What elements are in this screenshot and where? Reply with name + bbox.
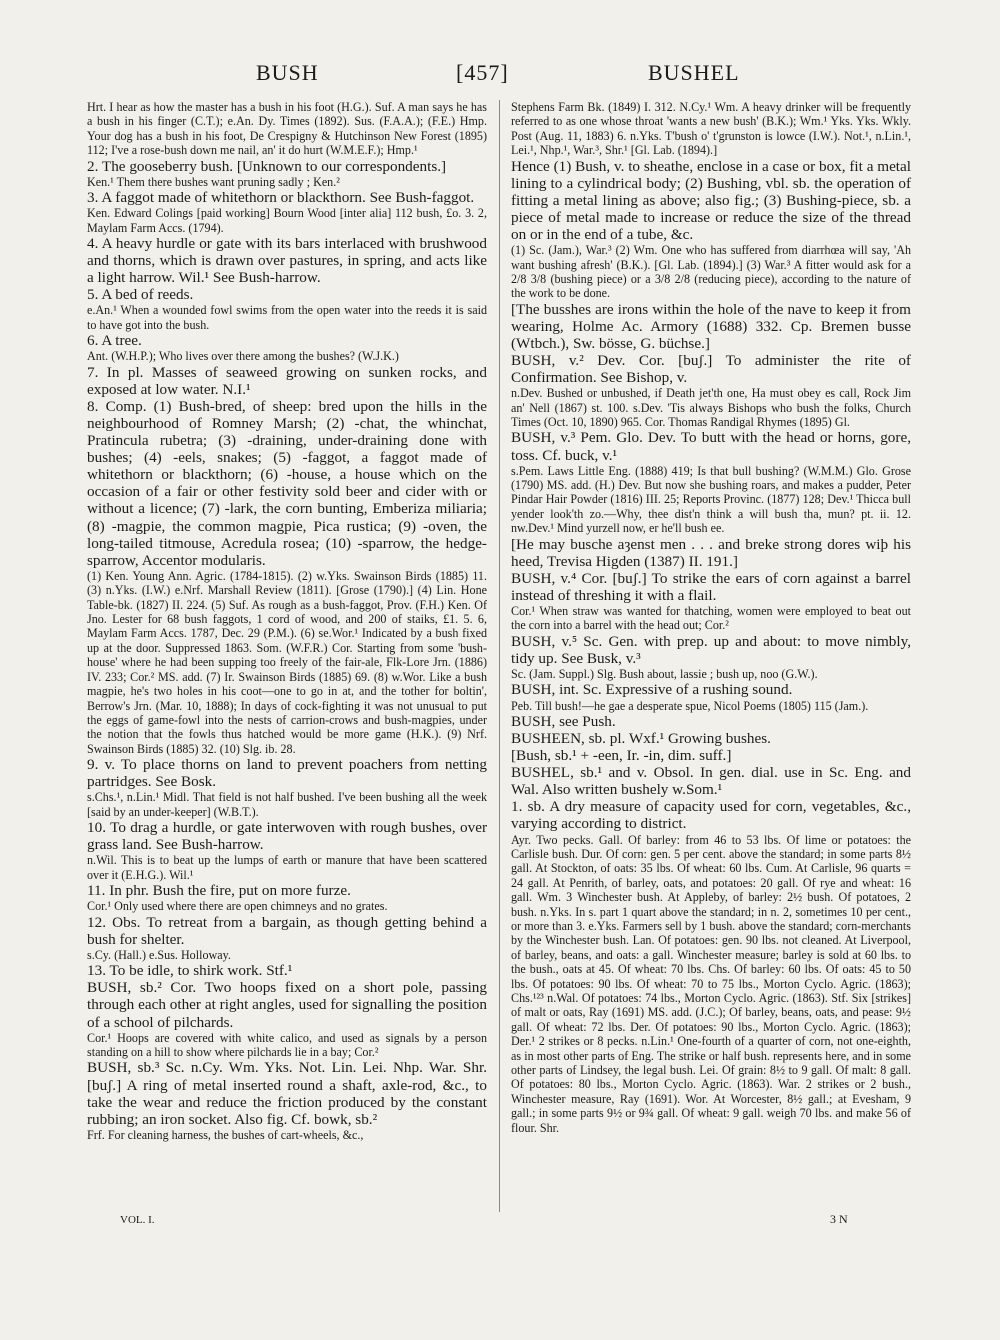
entry-paragraph: 7. In pl. Masses of seaweed growing on sunken rocks, and exposed at low water. N.I.¹ [87,363,487,398]
citation-paragraph: Cor.¹ Only used where there are open chimneys and no grates. [87,899,388,914]
entry-paragraph: [The busshes are irons within the hole of the nave to keep it from wearing, Holme Ac. Armory (1688) 332. Cp. Bremen busse (Wtbch.), Sw. bösse, G. büchse.] [511,300,911,352]
citation-paragraph: Ken. Edward Colings [paid working] Bourn Wood [inter alia] 112 bush, £o. 3. 2, Maylam Farm Accs. (1794). [87,206,487,235]
volume-mark: VOL. I. [120,1214,155,1226]
running-header [80,60,920,90]
entry-paragraph: BUSH, v.⁴ Cor. [buʃ.] To strike the ears of corn against a barrel instead of threshing it with a flail. [511,569,911,604]
entry-paragraph: 4. A heavy hurdle or gate with its bars interlaced with brushwood and thorns, which is drawn over pastures, in spring, and acts like a light harrow. Wil.¹ See Bush-harrow. [87,235,487,287]
citation-paragraph: Hrt. I hear as how the master has a bush in his foot (H.G.). Suf. A man says he has a bush in his finger (C.T.); e.An. Dy. Times (1892). Sus. (F.A.A.); (F.E.) Hmp. Your dog has a bush in his foot, De Crespigny & Hutchinson New Forest (1895) 112; I've a rose-bush down me nail, an' it do hurt (W.M.E.F.); Hmp.¹ [87,100,487,158]
entry-paragraph: 8. Comp. (1) Bush-bred, of sheep: bred upon the hills in the neighbourhood of Romney Marsh; (2) -chat, the whinchat, Pratincula rubetra; (3) -draining, under-draining done with bushes; (4) -eels, snakes; (5) -faggot, a faggot made of whitethorn or blackthorn; (6) -house, a house which on the occasion of a fair or other festivity sold beer and cider with or without a licence; (7) -lark, the corn bunting, Emberiza miliaria; (8) -magpie, the common magpie, Pica rustica; (9) -oven, the long-tailed titmouse, Acredula rosea; (10) -sparrow, the hedge-sparrow, Accentor modularis. [87,397,487,569]
citation-paragraph: Sc. (Jam. Suppl.) Slg. Bush about, lassie ; bush up, noo (G.W.). [511,667,818,681]
header-right-headword: BUSHEL [648,60,740,85]
entry-paragraph: 5. A bed of reeds. [87,286,194,304]
citation-paragraph: Cor.¹ When straw was wanted for thatching, women were employed to beat out the corn into a barrel with the head out; Cor.² [511,604,911,633]
entry-paragraph: BUSH, v.² Dev. Cor. [buʃ.] To administer the rite of Confirmation. See Bishop, v. [511,352,911,387]
entry-paragraph: BUSH, v.³ Pem. Glo. Dev. To butt with the head or horns, gore, toss. Cf. buck, v.¹ [511,429,911,464]
entry-paragraph: BUSH, sb.³ Sc. n.Cy. Wm. Yks. Not. Lin. Lei. Nhp. War. Shr. [buʃ.] A ring of metal inserted round a shaft, axle-rod, &c., to take the wear and reduce the friction produced by the constant rubbing; an iron socket. Also fig. Cf. bowk, sb.² [87,1059,487,1128]
entry-paragraph: BUSHEEN, sb. pl. Wxf.¹ Growing bushes. [511,730,771,747]
citation-paragraph: s.Chs.¹, n.Lin.¹ Midl. That field is not half bushed. I've been bushing all the week [said by an under-keeper] (W.B.T.). [87,790,487,819]
entry-paragraph: [Bush, sb.¹ + -een, Ir. -in, dim. suff.] [511,747,732,765]
entry-paragraph: 12. Obs. To retreat from a bargain, as though getting behind a bush for shelter. [87,913,487,948]
entry-paragraph: BUSH, see Push. [511,712,616,730]
citation-paragraph: (1) Ken. Young Ann. Agric. (1784-1815). (2) w.Yks. Swainson Birds (1885) 11. (3) n.Yks. (I.W.) e.Nrf. Marshall Review (1811). [Grose (1790).] (4) Lin. Hone Table-bk. (1827) II. 224. (5) Suf. As rough as a bush-faggot, Prov. (F.H.) Ken. Of Jno. Lester for 68 bush faggots, 1 cord of wood, and 200 of staiks, £1. 5. 6, Maylam Farm Accs. 1787, Dec. 29 (P.M.). (6) se.Wor.¹ Indicated by a bush fixed up at the door. Suppressed 1863. Som. (W.F.R.) Cor. Starting from some 'bush-house' where he had been supping too freely of the fair-ale, Flk-Lore Jrn. (1886) IV. 233; Cor.² MS. add. (7) Ir. Swainson Birds (1885) 69. (8) w.Wor. Like a bush magpie, he's two holes in his coot—one to go in at, and the tother for boltin', Berrow's Jrn. (Mar. 10, 1888); In days of cock-fighting it was not unusual to put the eggs of game-fowl into the nests of carrion-crows and bush-magpies, under the notion that the fowls thus hatched would be more game (H.K.). (9) Nrf. Swainson Birds (1885) 32. (10) Slg. ib. 28. [87,568,487,756]
citation-paragraph: n.Dev. Bushed or unbushed, if Death jet'th one, Ha must obey es call, Rock Jim an' Nell (1867) st. 100. s.Dev. 'Tis always Bishops who bush the folks, Church Times (Oct. 10, 1890) 965. Cor. Thomas Randigal Rhymes (1895) Gl. [511,386,911,429]
citation-paragraph: Ant. (W.H.P.); Who lives over there among the bushes? (W.J.K.) [87,349,399,364]
entry-paragraph: 3. A faggot made of whitethorn or blackthorn. See Bush-faggot. [87,189,475,207]
entry-paragraph: BUSH, v.⁵ Sc. Gen. with prep. up and about: to move nimbly, tidy up. See Busk, v.³ [511,632,911,667]
entry-paragraph: 11. In phr. Bush the fire, put on more furze. [87,882,351,900]
entry-paragraph: Hence (1) Bush, v. to sheathe, enclose in a case or box, fit a metal lining to a cylindrical body; (2) Bushing, vbl. sb. the operation of fitting a metal lining as above; also fig.; (3) Bushing-piece, sb. a piece of metal made to increase or reduce the size of the thread on or in the end of a tube, &c. [511,157,911,243]
citation-paragraph: s.Cy. (Hall.) e.Sus. Holloway. [87,947,231,962]
right-column [511,100,911,1135]
signature-mark: 3 N [830,1212,848,1226]
entry-paragraph: 2. The gooseberry bush. [Unknown to our correspondents.] [87,157,447,175]
entry-paragraph: BUSHEL, sb.¹ and v. Obsol. In gen. dial. use in Sc. Eng. and Wal. Also written bushely w.Som.¹ [511,764,911,799]
entry-paragraph: BUSH, sb.² Cor. Two hoops fixed on a short pole, passing through each other at right angles, used for signalling the position of a school of pilchards. [87,979,487,1031]
citation-paragraph: Stephens Farm Bk. (1849) I. 312. N.Cy.¹ Wm. A heavy drinker will be frequently referred to as one whose throat 'wants a new bush' (B.K.); Wm.¹ Yks. Yks. Wkly. Post (Aug. 11, 1883) 6. n.Yks. T'bush o' t'grunston is lowce (I.W.). Not.¹, n.Lin.¹, Lei.¹, Nhp.¹, War.³, Shr.¹ [Gl. Lab. (1894).] [511,100,911,158]
entry-paragraph: 6. A tree. [87,332,142,350]
header-left-headword: BUSH [256,60,319,85]
entry-paragraph: BUSH, int. Sc. Expressive of a rushing sound. [511,681,793,699]
citation-paragraph: Ken.¹ Them there bushes want pruning sadly ; Ken.² [87,174,340,189]
left-column [87,100,487,1142]
column-rule [499,100,500,1212]
citation-paragraph: e.An.¹ When a wounded fowl swims from the open water into the reeds it is said to have got into the bush. [87,303,487,332]
citation-paragraph: Cor.¹ Hoops are covered with white calico, and used as signals by a person standing on a hill to show where pilchards lie in a bay; Cor.² [87,1030,487,1059]
citation-paragraph: Peb. Till bush!—he gae a desperate spue, Nicol Poems (1805) 115 (Jam.). [511,698,869,713]
entry-paragraph: 13. To be idle, to shirk work. Stf.¹ [87,962,293,980]
entry-paragraph: 10. To drag a hurdle, or gate interwoven with rough bushes, over grass land. See Bush-harrow. [87,819,487,854]
citation-paragraph: Frf. For cleaning harness, the bushes of cart-wheels, &c., [87,1127,364,1142]
citation-paragraph: (1) Sc. (Jam.), War.³ (2) Wm. One who has suffered from diarrhœa will say, 'Ah want bushing afresh' (B.K.). [Gl. Lab. (1894).] (3) War.³ A fitter would ask for a 2/8 3/8 (bushing piece) or a 3/8 2/8 (reducing piece), according to the nature of the work to be done. [511,243,911,301]
entry-paragraph: 9. v. To place thorns on land to prevent poachers from netting partridges. See Bosk. [87,756,487,791]
entry-paragraph: 1. sb. A dry measure of capacity used for corn, vegetables, &c., varying according to district. [511,798,911,833]
citation-paragraph: s.Pem. Laws Little Eng. (1888) 419; Is that bull bushing? (W.M.M.) Glo. Grose (1790) MS. add. (H.) Dev. But now she bushing roars, and makes a pudder, Peter Pindar Hair Powder (1816) III. 25; Reports Provinc. (1877) 128; Dev.¹ Thicca bull yender look'th zo.—Why, thee dist'n think a will bush tha, mun? pt. ii. 12. nw.Dev.¹ Mind yurzell now, er he'll bush ee. [511,463,911,536]
page-number: [457] [456,60,509,85]
citation-paragraph: Ayr. Two pecks. Gall. Of barley: from 46 to 53 lbs. Of lime or potatoes: the Carlisle bush. Dur. Of corn: gen. 5 per cent. above the standard; in some parts 8½ gall. At Stockton, of oats: 35 lbs. Of wheat: 60 lbs. Cum. At Carlisle, 96 quarts = 24 gall. At Penrith, of barley, oats, and potatoes: 20 gall. Of rye and wheat: 16 gall. Wm. 3 Winchester bush. At Appleby, of barley: 2½ bush. Of potatoes, 2 bush. n.Yks. In s. part 1 quart above the standard; in n. 2, sometimes 10 per cent., or more than 3. e.Yks. Farmers sell by 1 bush. above the standard; corn-merchants by the Winchester bush. Lan. Of potatoes: gen. 90 lbs. not cleaned. At Liverpool, of barley, beans, and oats: a gall. Winchester measure; barley is sold at 60 lbs. to the bush., oats at 45. Of wheat: 70 lbs. Chs. Of barley: 60 lbs. Of oats: 45 to 50 lbs. Of potatoes: 90 lbs. Of wheat: 70 to 75 lbs., Morton Cyclo. Agric. (1863); Chs.¹²³ n.Wal. Of potatoes: 74 lbs., Morton Cyclo. Agric. (1863). Stf. Six [strikes] of malt or oats, Ray (1691) MS. add. (J.C.); Of barley, beans, oats, and pease: 9½ gall. Of wheat: 72 lbs. Der. Of potatoes: 90 lbs., Morton Cyclo. Agric. (1863); Der.¹ 2 strikes or 8 pecks. n.Lin.¹ One-fourth of a quarter of corn, not one-eighth, as in most other parts of Eng. The strike or half bush. represents here, and in some other parts of Lindsey, the legal bush. Lei. Of grain: 8½ to 9 gall. Of malt: 8 gall. Of potatoes: 80 lbs., Morton Cyclo. Agric. (1863). War. 2 strikes or 2 bush., Winchester measure, Ray (1691). Wor. At Worcester, 8½ gall.; at Evesham, 9 gall.; in some parts 9½ or 9¾ gall. Of wheat: 9 gall. weigh 70 lbs. and make 56 of flour. Shr. [511,832,911,1135]
entry-paragraph: [He may busche aȝenst men . . . and breke strong dores wiþ his heed, Trevisa Higden (1387) II. 191.] [511,535,911,570]
citation-paragraph: n.Wil. This is to beat up the lumps of earth or manure that have been scattered over it (E.H.G.). Wil.¹ [87,853,487,882]
